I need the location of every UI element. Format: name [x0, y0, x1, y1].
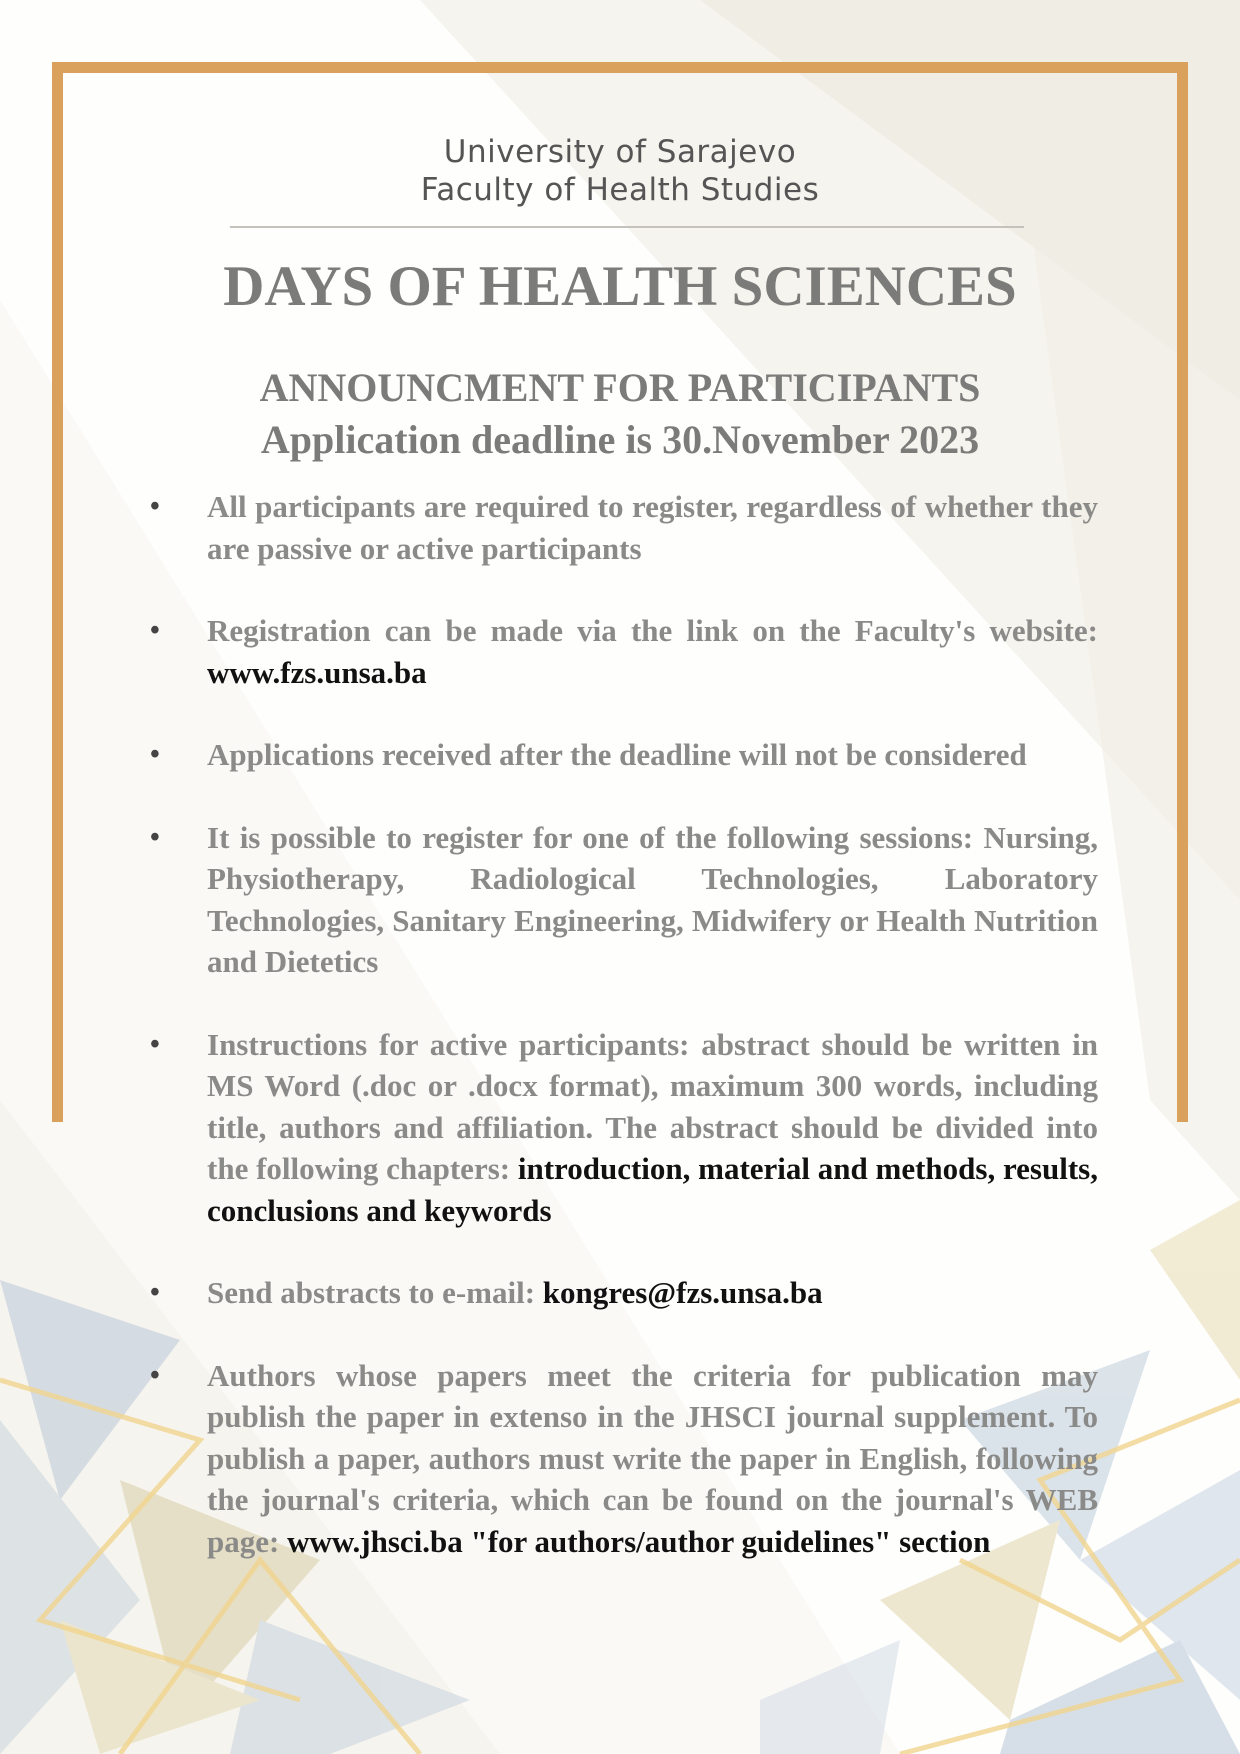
abstract-chapters: introduction, material and methods, results, conclusions and keywords [207, 1151, 1098, 1228]
bullet-icon: • [150, 615, 160, 646]
faculty-name: Faculty of Health Studies [420, 172, 820, 208]
list-item [150, 1355, 1098, 1563]
journal-website-link[interactable]: www.jhsci.ba "for authors/author guidelines" section [287, 1523, 991, 1559]
bullet-icon: • [150, 1359, 160, 1391]
item-text: Authors whose papers meet the criteria for publication may publish the paper in extenso in the JHSCI journal supplement. To publish a paper, authors must write the paper in English, following the journal's criteria, which can be found on the journal's WEB page: [207, 1357, 1098, 1559]
item-text: Registration can be made via the link on the Faculty's website: [207, 613, 1098, 648]
email-link[interactable]: kongres@fzs.unsa.ba [542, 1275, 823, 1310]
item-text: All participants are required to register, regardless of whether they are passive or active participants [207, 489, 1098, 566]
list-item [150, 1024, 1098, 1232]
list-item [150, 486, 1098, 569]
list-item [150, 734, 1098, 776]
deadline-heading: Application deadline is 30.November 2023 [260, 417, 980, 462]
list-item [150, 1272, 1098, 1314]
list-item [150, 610, 1098, 693]
announcement-heading: ANNOUNCMENT FOR PARTICIPANTS [259, 365, 981, 410]
item-text: Applications received after the deadline will not be considered [207, 737, 1027, 772]
requirements-list [150, 486, 1098, 1603]
bullet-icon: • [150, 1277, 160, 1308]
bullet-icon: • [150, 821, 160, 853]
bullet-icon: • [150, 739, 160, 770]
list-item [150, 817, 1098, 983]
bullet-icon: • [150, 1028, 160, 1060]
item-text: Send abstracts to e-mail: [207, 1275, 543, 1310]
bullet-icon: • [150, 491, 160, 522]
item-text: Instructions for active participants: abstract should be written in MS Word (.doc or .docx format), maximum 300 words, including title, authors and affiliation. The abstract should be divided into the following chapters: [207, 1026, 1098, 1186]
header-divider [230, 226, 1024, 228]
university-name: University of Sarajevo [443, 134, 797, 170]
page-title: DAYS OF HEALTH SCIENCES [223, 255, 1017, 318]
faculty-website-link[interactable]: www.fzs.unsa.ba [207, 654, 427, 690]
item-text: It is possible to register for one of the following sessions: Nursing, Physiotherapy, Radiological Technologies, Laboratory Technologies, Sanitary Engineering, Midwifery or Health Nutrition and Dietetics [207, 819, 1098, 979]
